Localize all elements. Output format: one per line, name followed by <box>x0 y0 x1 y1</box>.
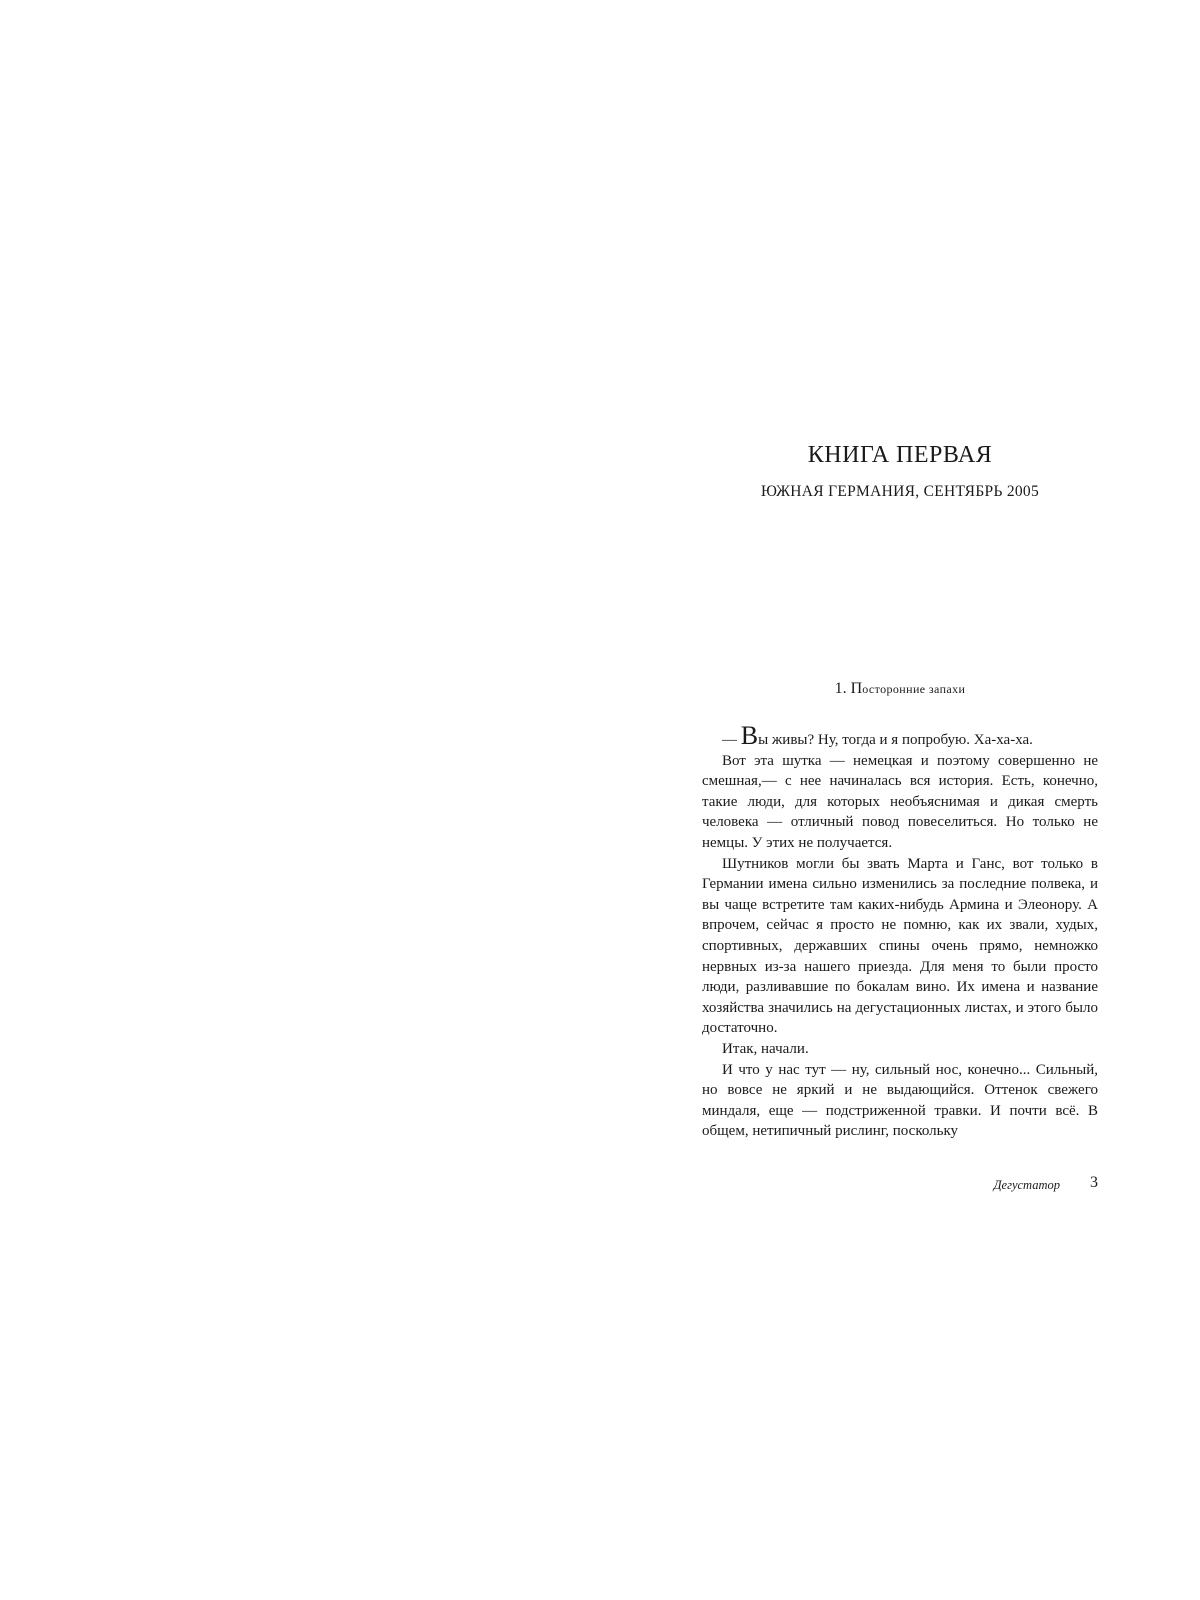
paragraph-1 <box>702 721 1098 751</box>
page-number: 3 <box>1090 1174 1098 1191</box>
chapter-title-rest: осторонние запахи <box>862 682 966 696</box>
chapter-number: 1. <box>834 680 847 697</box>
chapter-body <box>702 721 1098 1142</box>
chapter-title <box>700 680 1100 698</box>
paragraph-5: И что у нас тут — ну, сильный нос, конечно... Сильный, но вовсе не яркий и не выдающийся. Оттенок свежего миндаля, еще — подстриженной травки. И почти всё. В общем, нетипичный рислинг, поскольку <box>702 1061 1098 1140</box>
paragraph-1-text: ы живы? Ну, тогда и я попробую. Ха-ха-ха. <box>758 732 1033 748</box>
paragraph-2: Вот эта шутка — немецкая и поэтому совершенно не смешная,— с нее начиналась вся история. Есть, конечно, такие люди, для которых необъяснимая и дикая смерть человека — отличный повод повеселиться. Но только не немцы. У этих не получается. <box>702 752 1098 851</box>
page-footer <box>700 1174 1100 1198</box>
book-subtitle: ЮЖНАЯ ГЕРМАНИЯ, СЕНТЯБРЬ 2005 <box>760 483 1040 500</box>
book-title: КНИГА ПЕРВАЯ <box>807 442 993 468</box>
paragraph-4: Итак, начали. <box>722 1040 809 1057</box>
running-head: Дегустатор <box>993 1178 1060 1192</box>
paragraph-3: Шутников могли бы звать Марта и Ганс, вот только в Германии имена сильно изменились за последние полвека, и вы чаще встретите там каких-нибудь Армина и Элеонору. А впрочем, сейчас я просто не помню, как их звали, худых, спортивных, державших спины очень прямо, немножко нервных из-за нашего приезда. Для меня то были просто люди, разливавшие по бокалам вино. Их имена и название хозяйства значились на дегустационных листах, и этого было достаточно. <box>702 855 1098 1037</box>
drop-cap: В <box>740 721 759 750</box>
chapter-title-initial: П <box>850 680 863 697</box>
dialogue-dash: — <box>722 732 741 748</box>
